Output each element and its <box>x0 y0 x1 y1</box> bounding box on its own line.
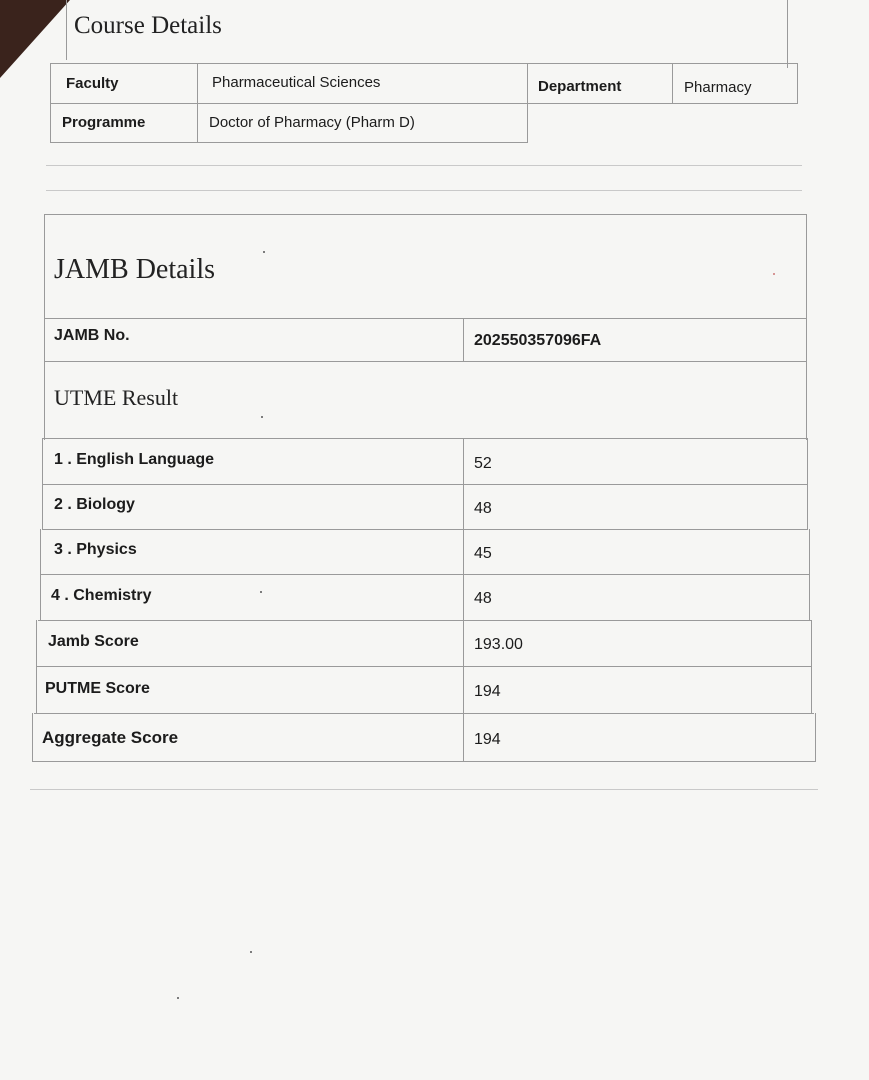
results-left-border <box>42 438 43 529</box>
course-details-title: Course Details <box>74 12 222 39</box>
subject-score: 45 <box>474 545 492 562</box>
programme-label: Programme <box>62 114 146 131</box>
department-value: Pharmacy <box>684 79 752 96</box>
results-row-border <box>32 761 816 762</box>
putme-score-value: 194 <box>474 683 501 700</box>
results-row-border <box>42 484 808 485</box>
jamb-row-border <box>44 361 806 362</box>
jamb-score-value: 193.00 <box>474 636 523 653</box>
jamb-frame-top <box>44 214 806 215</box>
course-table-left-border <box>50 63 51 143</box>
paper-speck <box>260 591 262 593</box>
subject-score: 52 <box>474 455 492 472</box>
jamb-row-border <box>44 318 806 319</box>
results-right-border <box>807 438 808 529</box>
separator-line <box>46 190 802 191</box>
results-right-border <box>811 620 812 713</box>
results-row-border <box>38 620 811 621</box>
course-border-left <box>66 0 67 60</box>
course-table-mid-border <box>50 103 798 104</box>
course-table-right-border <box>797 63 798 104</box>
jamb-details-title: JAMB Details <box>54 254 215 285</box>
paper-speck <box>773 273 775 275</box>
aggregate-score-label: Aggregate Score <box>42 728 179 747</box>
course-table-col-divider <box>527 63 528 143</box>
jamb-no-label: JAMB No. <box>54 327 130 344</box>
paper-speck <box>250 951 252 953</box>
faculty-label: Faculty <box>66 75 119 92</box>
results-left-border <box>32 713 33 761</box>
subject-label: 4 . Chemistry <box>51 587 152 604</box>
results-row-border <box>36 666 812 667</box>
subject-score: 48 <box>474 590 492 607</box>
separator-line <box>30 789 818 790</box>
course-table-top-border <box>50 63 798 64</box>
results-row-border <box>34 713 814 714</box>
subject-label: 1 . English Language <box>54 451 215 468</box>
results-left-border <box>36 620 37 713</box>
department-label: Department <box>538 78 622 95</box>
subject-label: 3 . Physics <box>54 541 137 558</box>
faculty-value: Pharmaceutical Sciences <box>212 74 381 91</box>
results-row-border <box>42 438 808 439</box>
paper-speck <box>263 251 265 253</box>
course-table-bottom-border <box>50 142 528 143</box>
separator-line <box>46 165 802 166</box>
jamb-no-value: 202550357096FA <box>474 332 602 349</box>
jamb-frame-right <box>806 214 807 440</box>
course-table-col-divider <box>197 63 198 143</box>
jamb-col-divider <box>463 318 464 362</box>
results-right-border <box>815 713 816 761</box>
results-row-border <box>40 574 810 575</box>
course-table-col-divider <box>672 63 673 104</box>
results-row-border <box>42 529 808 530</box>
paper-speck <box>177 997 179 999</box>
paper-speck <box>261 416 263 418</box>
course-border-right <box>787 0 788 68</box>
jamb-score-label: Jamb Score <box>48 633 139 650</box>
results-left-border <box>40 529 41 620</box>
programme-value: Doctor of Pharmacy (Pharm D) <box>209 114 415 131</box>
subject-label: 2 . Biology <box>54 496 135 513</box>
putme-score-label: PUTME Score <box>45 680 150 697</box>
jamb-frame-left <box>44 214 45 440</box>
results-col-divider <box>463 438 464 761</box>
results-right-border <box>809 529 810 620</box>
aggregate-score-value: 194 <box>474 731 501 748</box>
subject-score: 48 <box>474 500 492 517</box>
utme-result-title: UTME Result <box>54 385 179 410</box>
page-corner-shadow <box>0 0 70 78</box>
